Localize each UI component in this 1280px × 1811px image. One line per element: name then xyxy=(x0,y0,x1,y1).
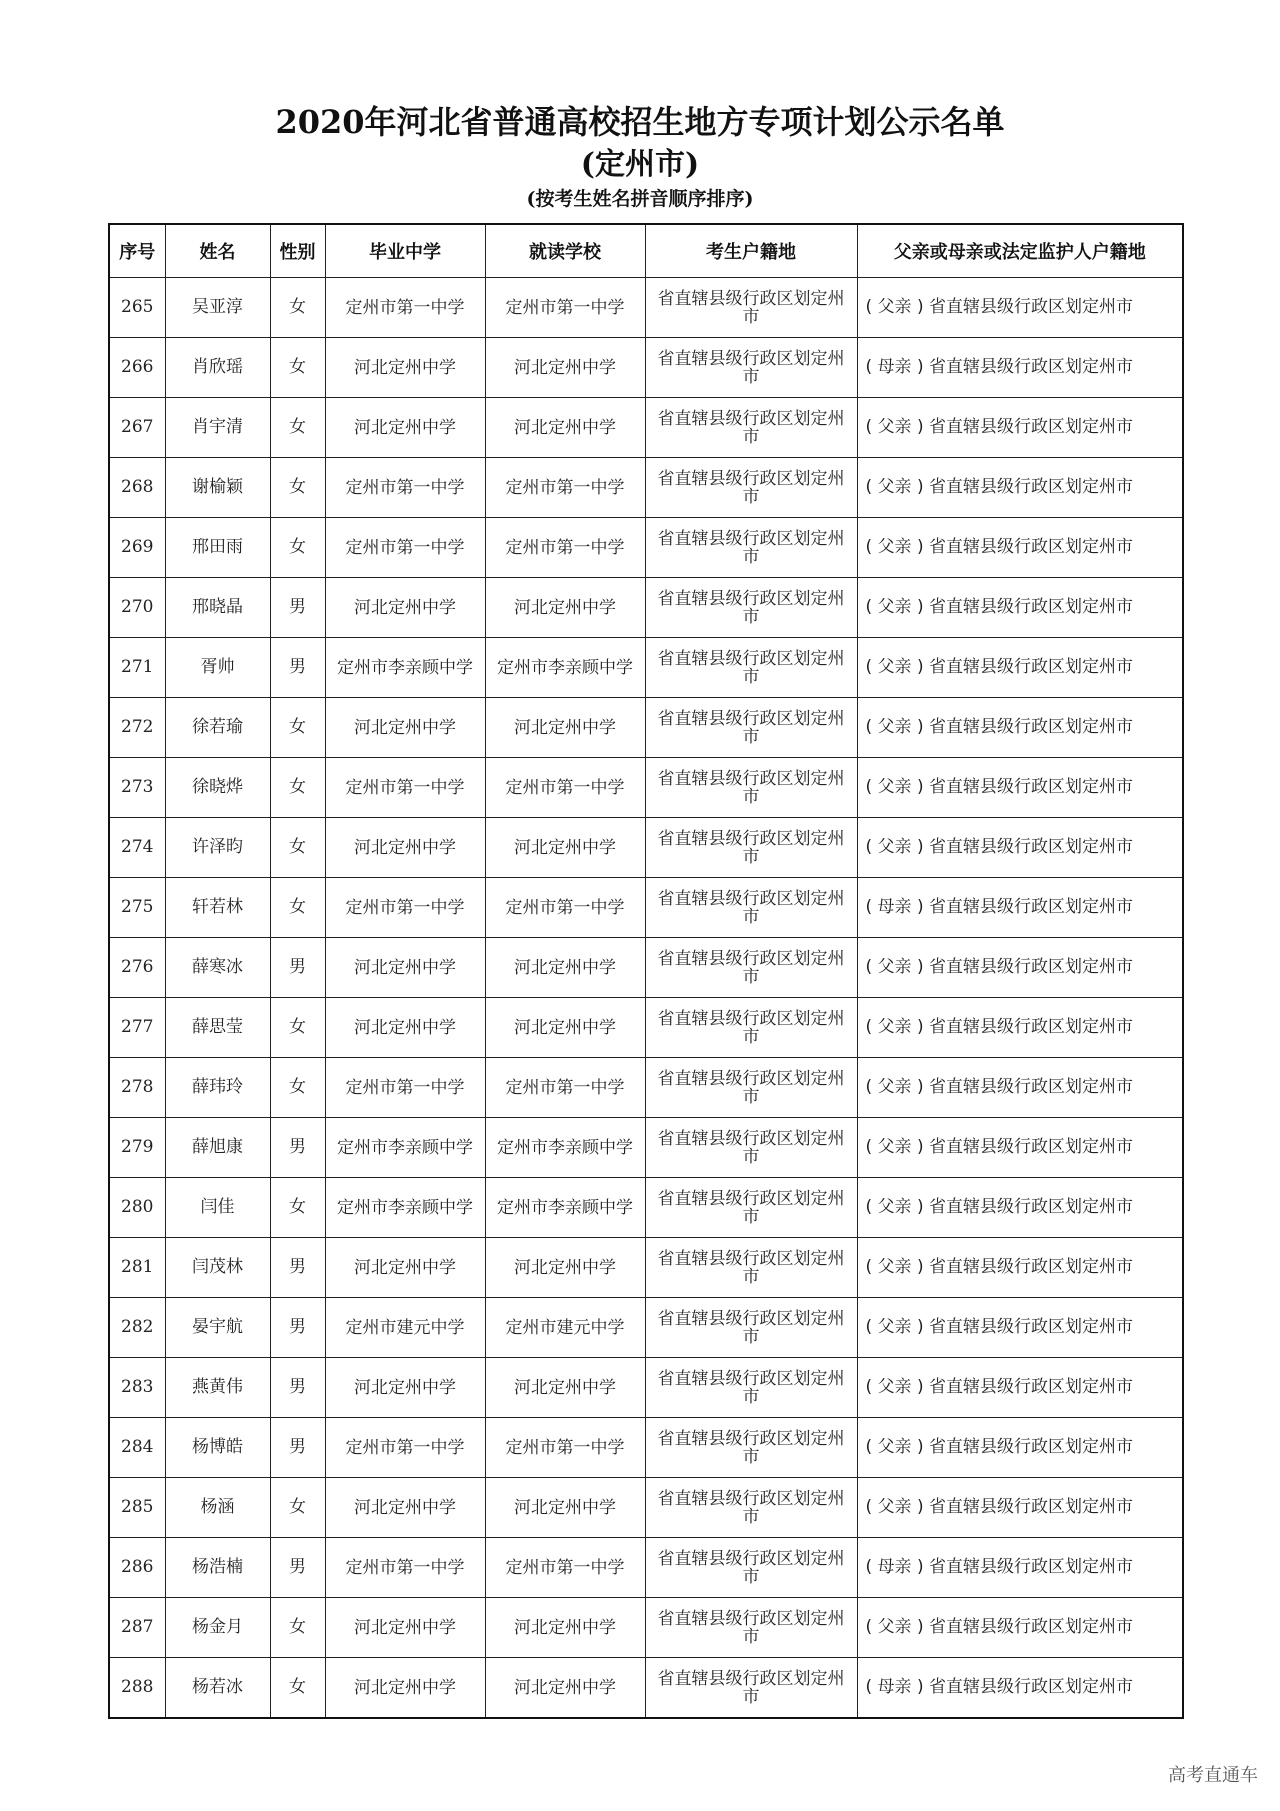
cell-current-school: 定州市第一中学 xyxy=(485,1058,645,1118)
cell-gender: 女 xyxy=(270,518,325,578)
cell-current-school: 定州市第一中学 xyxy=(485,1418,645,1478)
cell-index: 280 xyxy=(109,1178,165,1238)
cell-index: 273 xyxy=(109,758,165,818)
cell-graduation-school: 河北定州中学 xyxy=(325,998,485,1058)
table-row xyxy=(109,518,1183,578)
cell-gender: 女 xyxy=(270,338,325,398)
watermark-text: 高考直通车 xyxy=(1168,1765,1258,1786)
cell-graduation-school: 河北定州中学 xyxy=(325,1358,485,1418)
cell-student-residence: 省直辖县级行政区划定州市 xyxy=(645,1418,857,1478)
cell-graduation-school: 定州市第一中学 xyxy=(325,1418,485,1478)
cell-student-residence: 省直辖县级行政区划定州市 xyxy=(645,518,857,578)
cell-name: 徐若瑜 xyxy=(165,698,270,758)
cell-graduation-school: 定州市建元中学 xyxy=(325,1298,485,1358)
cell-gender: 女 xyxy=(270,1598,325,1658)
table-header-row xyxy=(109,224,1183,278)
cell-graduation-school: 河北定州中学 xyxy=(325,1658,485,1719)
table-row xyxy=(109,578,1183,638)
cell-index: 288 xyxy=(109,1658,165,1719)
table-row xyxy=(109,1118,1183,1178)
cell-name: 肖宇清 xyxy=(165,398,270,458)
cell-graduation-school: 定州市李亲顾中学 xyxy=(325,638,485,698)
cell-student-residence: 省直辖县级行政区划定州市 xyxy=(645,1058,857,1118)
table-row xyxy=(109,1658,1183,1719)
cell-gender: 男 xyxy=(270,1418,325,1478)
cell-index: 276 xyxy=(109,938,165,998)
cell-name: 燕黄伟 xyxy=(165,1358,270,1418)
table-row xyxy=(109,818,1183,878)
cell-student-residence: 省直辖县级行政区划定州市 xyxy=(645,938,857,998)
student-roster-table xyxy=(108,223,1184,1719)
table-row xyxy=(109,698,1183,758)
cell-gender: 女 xyxy=(270,998,325,1058)
cell-student-residence: 省直辖县级行政区划定州市 xyxy=(645,1358,857,1418)
cell-student-residence: 省直辖县级行政区划定州市 xyxy=(645,398,857,458)
cell-graduation-school: 定州市第一中学 xyxy=(325,518,485,578)
table-row xyxy=(109,1238,1183,1298)
table-row xyxy=(109,998,1183,1058)
cell-guardian-residence: ( 父亲 ) 省直辖县级行政区划定州市 xyxy=(857,818,1183,878)
cell-guardian-residence: ( 父亲 ) 省直辖县级行政区划定州市 xyxy=(857,1238,1183,1298)
cell-name: 轩若林 xyxy=(165,878,270,938)
cell-name: 杨金月 xyxy=(165,1598,270,1658)
cell-index: 266 xyxy=(109,338,165,398)
cell-student-residence: 省直辖县级行政区划定州市 xyxy=(645,1178,857,1238)
cell-index: 272 xyxy=(109,698,165,758)
cell-graduation-school: 定州市李亲顾中学 xyxy=(325,1118,485,1178)
cell-current-school: 河北定州中学 xyxy=(485,818,645,878)
cell-index: 270 xyxy=(109,578,165,638)
cell-guardian-residence: ( 母亲 ) 省直辖县级行政区划定州市 xyxy=(857,1658,1183,1719)
cell-index: 282 xyxy=(109,1298,165,1358)
cell-student-residence: 省直辖县级行政区划定州市 xyxy=(645,1598,857,1658)
cell-graduation-school: 河北定州中学 xyxy=(325,1238,485,1298)
cell-index: 274 xyxy=(109,818,165,878)
cell-gender: 女 xyxy=(270,1658,325,1719)
document-subtitle: (定州市) xyxy=(580,147,700,182)
cell-name: 胥帅 xyxy=(165,638,270,698)
cell-guardian-residence: ( 父亲 ) 省直辖县级行政区划定州市 xyxy=(857,1178,1183,1238)
cell-current-school: 河北定州中学 xyxy=(485,1478,645,1538)
cell-guardian-residence: ( 父亲 ) 省直辖县级行政区划定州市 xyxy=(857,998,1183,1058)
cell-gender: 男 xyxy=(270,1538,325,1598)
cell-index: 275 xyxy=(109,878,165,938)
table-row xyxy=(109,338,1183,398)
cell-index: 284 xyxy=(109,1418,165,1478)
cell-index: 287 xyxy=(109,1598,165,1658)
cell-name: 徐晓烨 xyxy=(165,758,270,818)
cell-current-school: 河北定州中学 xyxy=(485,938,645,998)
cell-index: 267 xyxy=(109,398,165,458)
cell-graduation-school: 定州市第一中学 xyxy=(325,458,485,518)
cell-index: 278 xyxy=(109,1058,165,1118)
cell-current-school: 河北定州中学 xyxy=(485,698,645,758)
table-row xyxy=(109,1298,1183,1358)
cell-current-school: 河北定州中学 xyxy=(485,998,645,1058)
cell-graduation-school: 定州市第一中学 xyxy=(325,278,485,338)
cell-name: 肖欣瑶 xyxy=(165,338,270,398)
cell-student-residence: 省直辖县级行政区划定州市 xyxy=(645,818,857,878)
cell-graduation-school: 定州市第一中学 xyxy=(325,1538,485,1598)
cell-current-school: 定州市李亲顾中学 xyxy=(485,1178,645,1238)
sort-note: (按考生姓名拼音顺序排序) xyxy=(526,188,754,210)
cell-gender: 男 xyxy=(270,938,325,998)
cell-student-residence: 省直辖县级行政区划定州市 xyxy=(645,578,857,638)
cell-current-school: 定州市李亲顾中学 xyxy=(485,1118,645,1178)
cell-student-residence: 省直辖县级行政区划定州市 xyxy=(645,1538,857,1598)
cell-guardian-residence: ( 父亲 ) 省直辖县级行政区划定州市 xyxy=(857,1058,1183,1118)
header-graduation-school: 毕业中学 xyxy=(325,224,485,278)
cell-student-residence: 省直辖县级行政区划定州市 xyxy=(645,1658,857,1719)
cell-current-school: 河北定州中学 xyxy=(485,338,645,398)
cell-gender: 女 xyxy=(270,878,325,938)
cell-name: 薛思莹 xyxy=(165,998,270,1058)
cell-index: 277 xyxy=(109,998,165,1058)
cell-guardian-residence: ( 父亲 ) 省直辖县级行政区划定州市 xyxy=(857,1418,1183,1478)
cell-name: 邢田雨 xyxy=(165,518,270,578)
table-row xyxy=(109,1058,1183,1118)
table-row xyxy=(109,458,1183,518)
cell-current-school: 定州市李亲顾中学 xyxy=(485,638,645,698)
cell-index: 265 xyxy=(109,278,165,338)
cell-name: 薛玮玲 xyxy=(165,1058,270,1118)
table-body xyxy=(109,278,1183,1719)
cell-name: 许泽昀 xyxy=(165,818,270,878)
cell-gender: 女 xyxy=(270,278,325,338)
cell-gender: 女 xyxy=(270,1178,325,1238)
cell-graduation-school: 河北定州中学 xyxy=(325,938,485,998)
document-title: 2020年河北省普通高校招生地方专项计划公示名单 xyxy=(275,103,1005,141)
cell-name: 吴亚淳 xyxy=(165,278,270,338)
cell-student-residence: 省直辖县级行政区划定州市 xyxy=(645,338,857,398)
table-row xyxy=(109,1598,1183,1658)
cell-guardian-residence: ( 父亲 ) 省直辖县级行政区划定州市 xyxy=(857,1478,1183,1538)
cell-guardian-residence: ( 父亲 ) 省直辖县级行政区划定州市 xyxy=(857,938,1183,998)
cell-student-residence: 省直辖县级行政区划定州市 xyxy=(645,1118,857,1178)
cell-current-school: 河北定州中学 xyxy=(485,1598,645,1658)
cell-name: 晏宇航 xyxy=(165,1298,270,1358)
cell-current-school: 河北定州中学 xyxy=(485,1358,645,1418)
cell-guardian-residence: ( 母亲 ) 省直辖县级行政区划定州市 xyxy=(857,338,1183,398)
cell-graduation-school: 定州市第一中学 xyxy=(325,878,485,938)
cell-student-residence: 省直辖县级行政区划定州市 xyxy=(645,1298,857,1358)
header-gender: 性别 xyxy=(270,224,325,278)
cell-graduation-school: 河北定州中学 xyxy=(325,1478,485,1538)
cell-guardian-residence: ( 母亲 ) 省直辖县级行政区划定州市 xyxy=(857,1538,1183,1598)
cell-guardian-residence: ( 父亲 ) 省直辖县级行政区划定州市 xyxy=(857,1358,1183,1418)
cell-graduation-school: 河北定州中学 xyxy=(325,818,485,878)
header-name: 姓名 xyxy=(165,224,270,278)
table-row xyxy=(109,758,1183,818)
cell-index: 285 xyxy=(109,1478,165,1538)
cell-guardian-residence: ( 父亲 ) 省直辖县级行政区划定州市 xyxy=(857,758,1183,818)
cell-name: 薛旭康 xyxy=(165,1118,270,1178)
cell-current-school: 定州市第一中学 xyxy=(485,458,645,518)
cell-guardian-residence: ( 父亲 ) 省直辖县级行政区划定州市 xyxy=(857,458,1183,518)
cell-student-residence: 省直辖县级行政区划定州市 xyxy=(645,1478,857,1538)
cell-guardian-residence: ( 父亲 ) 省直辖县级行政区划定州市 xyxy=(857,1598,1183,1658)
cell-current-school: 定州市第一中学 xyxy=(485,1538,645,1598)
cell-name: 杨涵 xyxy=(165,1478,270,1538)
cell-index: 279 xyxy=(109,1118,165,1178)
cell-gender: 男 xyxy=(270,1118,325,1178)
cell-index: 269 xyxy=(109,518,165,578)
cell-guardian-residence: ( 父亲 ) 省直辖县级行政区划定州市 xyxy=(857,698,1183,758)
cell-graduation-school: 定州市第一中学 xyxy=(325,1058,485,1118)
cell-student-residence: 省直辖县级行政区划定州市 xyxy=(645,878,857,938)
cell-current-school: 定州市第一中学 xyxy=(485,518,645,578)
cell-gender: 男 xyxy=(270,638,325,698)
header-guardian-residence: 父亲或母亲或法定监护人户籍地 xyxy=(857,224,1183,278)
cell-student-residence: 省直辖县级行政区划定州市 xyxy=(645,458,857,518)
table-row xyxy=(109,1538,1183,1598)
cell-graduation-school: 河北定州中学 xyxy=(325,578,485,638)
cell-current-school: 定州市第一中学 xyxy=(485,758,645,818)
cell-name: 杨博皓 xyxy=(165,1418,270,1478)
cell-gender: 男 xyxy=(270,1298,325,1358)
cell-guardian-residence: ( 父亲 ) 省直辖县级行政区划定州市 xyxy=(857,278,1183,338)
cell-name: 谢榆颖 xyxy=(165,458,270,518)
cell-index: 281 xyxy=(109,1238,165,1298)
cell-current-school: 定州市第一中学 xyxy=(485,878,645,938)
cell-student-residence: 省直辖县级行政区划定州市 xyxy=(645,1238,857,1298)
cell-gender: 女 xyxy=(270,398,325,458)
cell-index: 283 xyxy=(109,1358,165,1418)
cell-current-school: 河北定州中学 xyxy=(485,1658,645,1719)
cell-guardian-residence: ( 母亲 ) 省直辖县级行政区划定州市 xyxy=(857,878,1183,938)
table-row xyxy=(109,398,1183,458)
cell-graduation-school: 河北定州中学 xyxy=(325,398,485,458)
cell-graduation-school: 河北定州中学 xyxy=(325,698,485,758)
cell-index: 271 xyxy=(109,638,165,698)
cell-student-residence: 省直辖县级行政区划定州市 xyxy=(645,278,857,338)
cell-gender: 女 xyxy=(270,1478,325,1538)
cell-gender: 女 xyxy=(270,758,325,818)
table-row xyxy=(109,638,1183,698)
cell-graduation-school: 定州市第一中学 xyxy=(325,758,485,818)
cell-index: 286 xyxy=(109,1538,165,1598)
table-row xyxy=(109,1178,1183,1238)
table-row xyxy=(109,878,1183,938)
cell-name: 闫茂林 xyxy=(165,1238,270,1298)
cell-guardian-residence: ( 父亲 ) 省直辖县级行政区划定州市 xyxy=(857,1298,1183,1358)
cell-current-school: 河北定州中学 xyxy=(485,578,645,638)
header-current-school: 就读学校 xyxy=(485,224,645,278)
header-index: 序号 xyxy=(109,224,165,278)
cell-guardian-residence: ( 父亲 ) 省直辖县级行政区划定州市 xyxy=(857,638,1183,698)
cell-gender: 女 xyxy=(270,698,325,758)
cell-guardian-residence: ( 父亲 ) 省直辖县级行政区划定州市 xyxy=(857,398,1183,458)
cell-graduation-school: 河北定州中学 xyxy=(325,338,485,398)
cell-student-residence: 省直辖县级行政区划定州市 xyxy=(645,638,857,698)
table-row xyxy=(109,1418,1183,1478)
cell-name: 杨若冰 xyxy=(165,1658,270,1719)
cell-student-residence: 省直辖县级行政区划定州市 xyxy=(645,998,857,1058)
cell-current-school: 河北定州中学 xyxy=(485,1238,645,1298)
cell-name: 薛寒冰 xyxy=(165,938,270,998)
cell-name: 杨浩楠 xyxy=(165,1538,270,1598)
cell-student-residence: 省直辖县级行政区划定州市 xyxy=(645,698,857,758)
cell-current-school: 河北定州中学 xyxy=(485,398,645,458)
cell-graduation-school: 定州市李亲顾中学 xyxy=(325,1178,485,1238)
cell-gender: 男 xyxy=(270,1358,325,1418)
table-row xyxy=(109,938,1183,998)
cell-guardian-residence: ( 父亲 ) 省直辖县级行政区划定州市 xyxy=(857,518,1183,578)
table-row xyxy=(109,1478,1183,1538)
cell-current-school: 定州市建元中学 xyxy=(485,1298,645,1358)
cell-guardian-residence: ( 父亲 ) 省直辖县级行政区划定州市 xyxy=(857,578,1183,638)
cell-gender: 女 xyxy=(270,1058,325,1118)
cell-gender: 男 xyxy=(270,1238,325,1298)
table-row xyxy=(109,1358,1183,1418)
cell-graduation-school: 河北定州中学 xyxy=(325,1598,485,1658)
table-row xyxy=(109,278,1183,338)
cell-current-school: 定州市第一中学 xyxy=(485,278,645,338)
cell-gender: 女 xyxy=(270,458,325,518)
cell-index: 268 xyxy=(109,458,165,518)
cell-guardian-residence: ( 父亲 ) 省直辖县级行政区划定州市 xyxy=(857,1118,1183,1178)
cell-name: 闫佳 xyxy=(165,1178,270,1238)
header-student-residence: 考生户籍地 xyxy=(645,224,857,278)
cell-student-residence: 省直辖县级行政区划定州市 xyxy=(645,758,857,818)
cell-gender: 女 xyxy=(270,818,325,878)
cell-gender: 男 xyxy=(270,578,325,638)
cell-name: 邢晓晶 xyxy=(165,578,270,638)
